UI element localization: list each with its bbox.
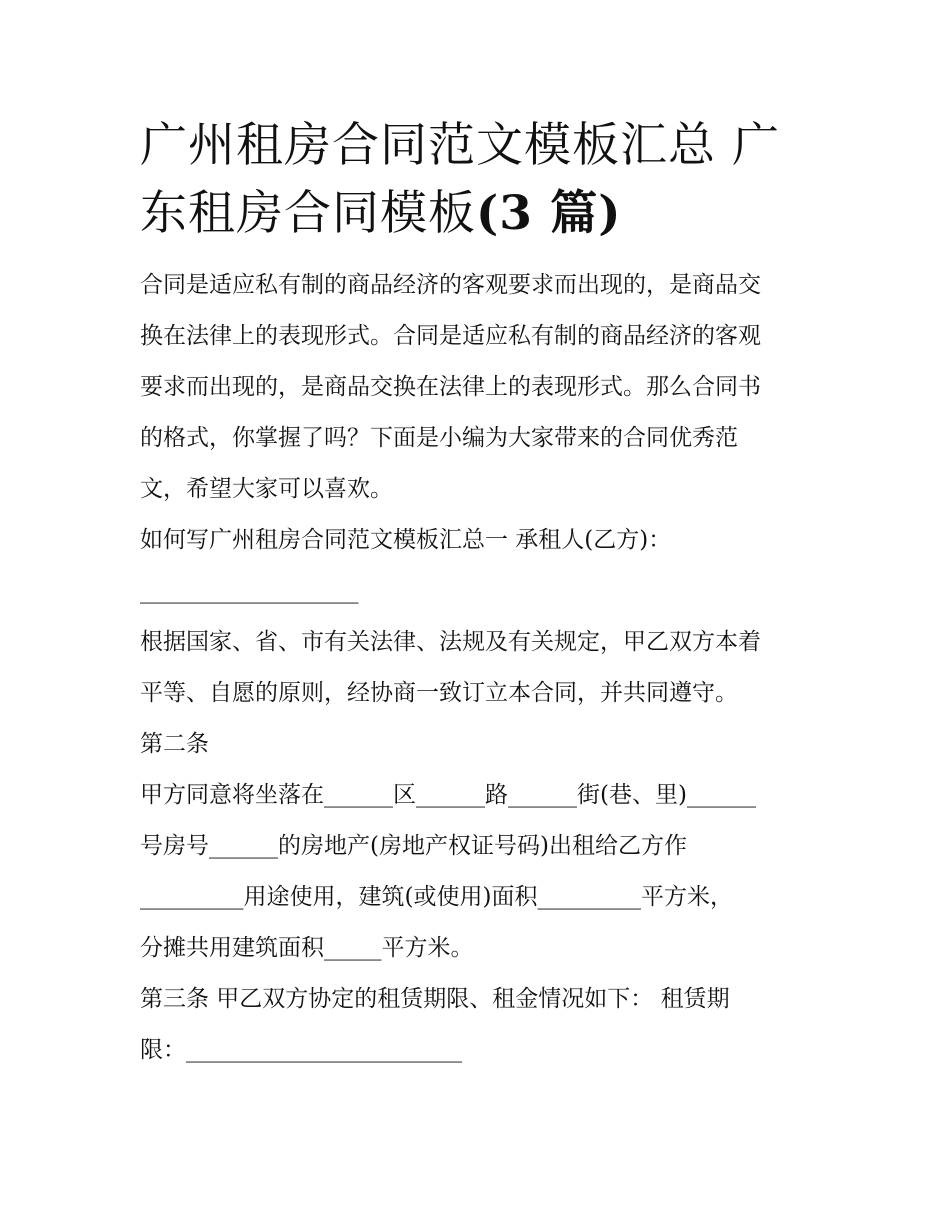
- paragraph-legal-basis: [140, 617, 820, 719]
- blank-field-line: ___________________: [140, 578, 359, 604]
- paragraph-line: 的格式，你掌握了吗？下面是小编为大家带来的合同优秀范: [140, 425, 738, 451]
- title-line-1: 广州租房合同范文模板汇总 广: [140, 118, 780, 173]
- paragraph-line: 限：________________________: [140, 1037, 462, 1063]
- paragraph-lessee: [140, 515, 820, 617]
- title-line-2-text: 东租房合同模板: [140, 186, 476, 241]
- paragraph-line: 如何写广州租房合同范文模板汇总一 承租人(乙方)：: [140, 527, 672, 553]
- article-3-lease-term: [140, 974, 820, 1076]
- paragraph-line: 第三条 甲乙双方协定的租赁期限、租金情况如下： 租赁期: [140, 986, 730, 1012]
- paragraph-line: 号房号______的房地产(房地产权证号码)出租给乙方作: [140, 833, 687, 859]
- paragraph-line: 要求而出现的，是商品交换在法律上的表现形式。那么合同书: [140, 374, 761, 400]
- paragraph-line: 分摊共用建筑面积_____平方米。: [140, 935, 474, 961]
- paragraph-line: 文，希望大家可以喜欢。: [140, 476, 393, 502]
- document-page: [140, 112, 820, 1076]
- article-heading-2: [140, 719, 820, 770]
- paragraph-line: _________用途使用，建筑(或使用)面积_________平方米，: [140, 884, 733, 910]
- paragraph-line: 甲方同意将坐落在______区______路______街(巷、里)______: [140, 782, 756, 808]
- paragraph-line: 换在法律上的表现形式。合同是适应私有制的商品经济的客观: [140, 323, 761, 349]
- paragraph-line: 平等、自愿的原则，经协商一致订立本合同，并共同遵守。: [140, 680, 738, 706]
- paragraph-line: 第二条: [140, 731, 209, 757]
- paragraph-intro: [140, 260, 820, 515]
- paragraph-line: 合同是适应私有制的商品经济的客观要求而出现的，是商品交: [140, 272, 761, 298]
- paragraph-line: 根据国家、省、市有关法律、法规及有关规定，甲乙双方本着: [140, 629, 761, 655]
- title-line-2: [140, 180, 820, 248]
- paragraph-property: [140, 770, 820, 974]
- title-line-2-count: (3 篇): [476, 186, 622, 241]
- document-title: [140, 112, 820, 248]
